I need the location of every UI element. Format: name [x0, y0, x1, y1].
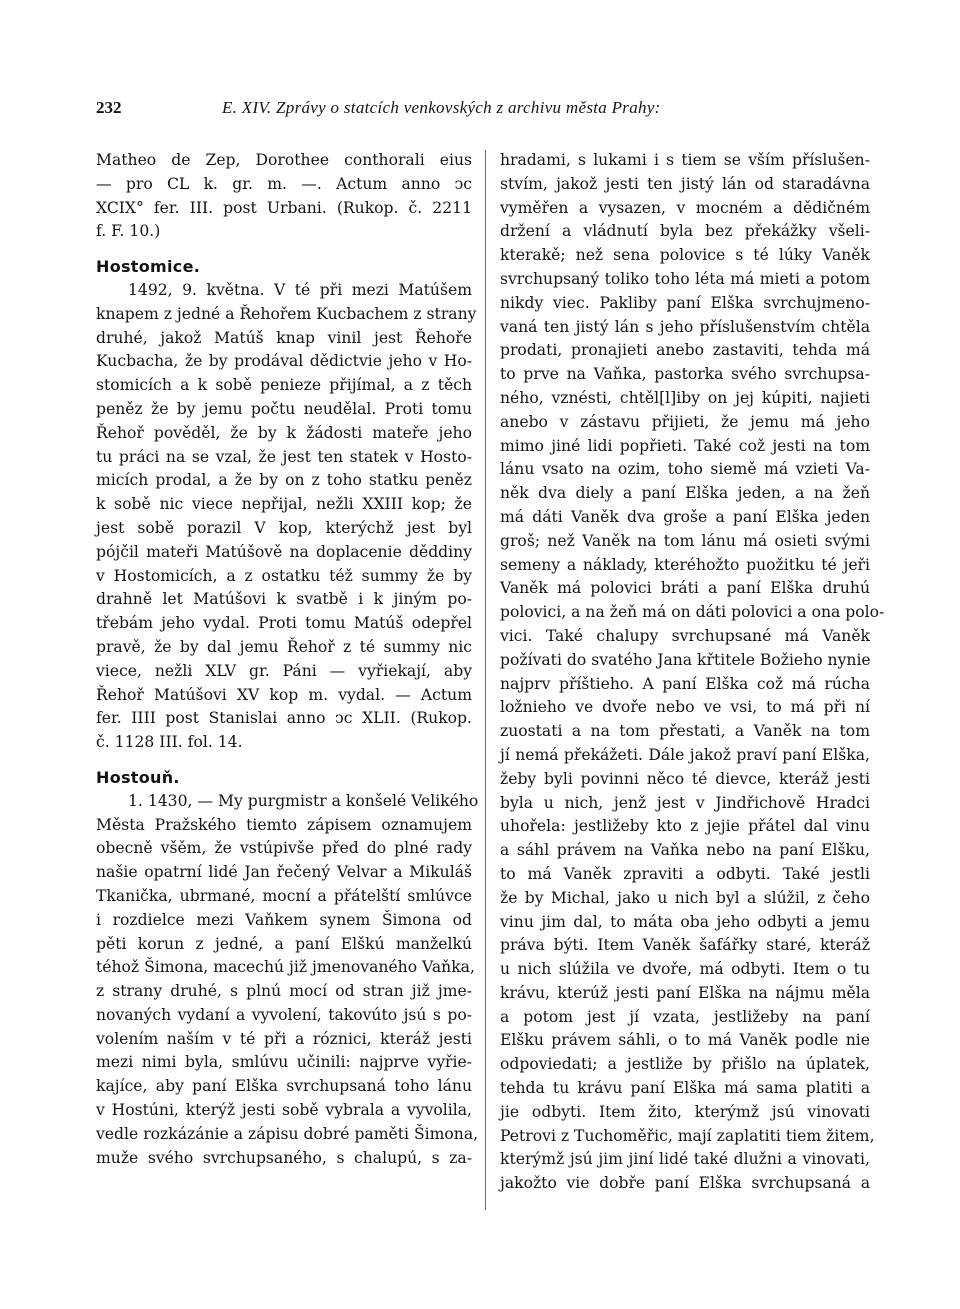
text-line: odpoviedati; a jestliže by přišlo na úplatek, [500, 1055, 870, 1074]
text-line: viece, nežli XLV gr. Páni — vyřiekají, aby [96, 661, 472, 680]
text-line: krávu, kterúž jesti paní Elška na nájmu měla [500, 983, 870, 1002]
text-line: Vaněk má polovici bráti a paní Elška druhú [500, 579, 870, 598]
page-number: 232 [96, 98, 122, 117]
text-line: drahně let Matúšovi k svatbě i k jiným po- [96, 590, 472, 609]
text-line: nikdy viec. Pakliby paní Elška svrchujmeno- [500, 293, 870, 312]
text-line: volením naším v té při a róznici, kteráž jesti [96, 1029, 472, 1048]
text-line: kajíce, aby paní Elška svrchupsaná toho lánu [96, 1077, 472, 1096]
column-divider [485, 150, 486, 1210]
text-line: vici. Také chalupy svrchupsané má Vaněk [500, 626, 870, 645]
text-line: to má Vaněk zpraviti a odbyti. Také jestli [500, 864, 870, 883]
text-line: tu práci na se vzal, že jest ten statek v Hosto- [96, 447, 472, 466]
text-line: prodati, pronajieti anebo zastaviti, tehda má [500, 341, 870, 360]
text-line: č. 1128 III. fol. 14. [96, 733, 243, 752]
text-line: jie odbyti. Item žito, kterýmž jsú vinovati [500, 1102, 870, 1121]
text-line: jest sobě porazil V kop, kterýchž jest byl [96, 518, 472, 537]
text-line: Elšku právem sáhli, o to má Vaněk podle nie [500, 1031, 870, 1050]
text-line: Matheo de Zep, Dorothee conthorali eius [96, 151, 472, 169]
text-line: novaných vydaní a vyvolení, takovúto jsú s po- [96, 1005, 472, 1024]
text-line: to prve na Vaňka, pastorka svého svrchupsa- [500, 365, 870, 384]
text-line: jakožto vie dobře paní Elška svrchupsaná a [500, 1174, 870, 1193]
text-line: našie opatrní lidé Jan řečený Velvar a Mikuláš [96, 863, 472, 882]
text-line: fer. IIII post Stanislai anno ͻc XLII. (Rukop. [96, 709, 472, 728]
text-line: z strany druhé, s plnú mocí od stran již jme- [96, 982, 472, 1001]
text-line: druhé, jakož Matúš knap vinil jest Řehoře [96, 328, 472, 347]
text-line: kterýmž jsú jim jiní lidé také dlužni a vinovati, [500, 1150, 870, 1169]
text-line: polovici, a na žeň má on dáti polovici a ona polo- [500, 603, 885, 622]
text-line: k sobě nic viece nepřijal, nežli XXIII kop; že [96, 495, 472, 514]
text-line: něk dva diely a paní Elška jeden, a na žeň [500, 484, 870, 503]
right-column [500, 149, 885, 1196]
section-heading: Hostouň. [96, 767, 180, 787]
text-line: držení a vládnutí byla bez překážky všeli- [500, 222, 870, 241]
text-line: stomicích a k sobě penieze přijímal, a z těch [96, 376, 472, 395]
text-line: vaná ten jistý lán s jeho příslušenstvím chtěla [500, 317, 870, 336]
left-column [96, 149, 479, 1170]
text-line: jí nemá překážeti. Dále jakož praví paní Elška, [500, 745, 870, 764]
text-line: byla u nich, jenž jest v Jindřichově Hradci [500, 793, 870, 812]
running-title: E. XIV. Zprávy o statcích venkovských z archivu města Prahy: [222, 98, 661, 117]
text-line: Kucbacha, že by prodával dědictvie jeho v Ho- [96, 352, 472, 371]
text-line: požívati do svatého Jana křtitele Božieho nynie [500, 650, 871, 669]
text-line: téhož Šimona, macechú již jmenovaného Vaňka, [96, 958, 475, 977]
text-line: třebám jeho vydal. Proti tomu Matúš odepřel [96, 614, 472, 633]
text-line: XCIX° fer. III. post Urbani. (Rukop. č. 2211 [96, 198, 472, 217]
text-line: anebo v zástavu přijieti, že jemu má jeho [500, 412, 870, 431]
text-line: vedle rozkázánie a zápisu dobré paměti Šimona, [96, 1124, 479, 1143]
text-line: ložnieho ve dvoře nebo ve vsi, to má při ní [500, 698, 870, 717]
text-line: zuostati a na tom přestati, a Vaněk na tom [500, 722, 870, 741]
text-line: pójčil mateři Matúšově na doplacenie děddiny [96, 542, 472, 561]
section-heading: Hostomice. [96, 257, 201, 277]
text-line: vyměřen a vysazen, v mocném a dědičném [500, 198, 870, 217]
text-line: má dáti Vaněk dva groše a paní Elška jeden [500, 507, 870, 526]
text-line: tehda tu krávu paní Elška má sama platiti a [500, 1079, 870, 1098]
text-line: muže svého svrchupsaného, s chalupú, s za- [96, 1148, 472, 1167]
text-line: Města Pražského tiemto zápisem oznamujem [96, 815, 472, 834]
text-line: Petrovi z Tuchoměřic, mají zaplatiti tiem žitem, [500, 1126, 875, 1145]
text-line: hradami, s lukami i s tiem se vším příslušen- [500, 151, 870, 169]
page-header [96, 98, 876, 124]
text-line: svrchupsaný toliko toho léta má mieti a potom [500, 269, 870, 288]
text-line: práva býti. Item Vaněk šafářky staré, kteráž [500, 936, 870, 955]
text-line: peněz že by jemu počtu neudělal. Proti tomu [96, 399, 472, 418]
text-line: pravě, že by dal jemu Řehoř z té summy nic [96, 637, 472, 656]
text-line: že by Michal, jako u nich byl a slúžil, z čeho [500, 888, 870, 907]
text-line: micích prodal, a že by on z toho statku peněz [96, 471, 472, 490]
text-line: 1492, 9. května. V té při mezi Matúšem [128, 280, 472, 299]
text-line: kterakě; než sena polovice s té lúky Vaněk [500, 246, 870, 265]
text-line: a sáhl právem na Vaňka nebo na paní Elšku, [500, 841, 870, 860]
text-line: 1. 1430, — My purgmistr a konšelé Velikého [128, 791, 479, 810]
text-line: v Hostúni, kterýž jesti sobě vybrala a vyvolila, [96, 1101, 472, 1120]
text-line: obecně všěm, že vstúpivše před do plné rady [96, 839, 472, 858]
text-line: vinu jim dal, to máta oba jeho odbyti a jemu [500, 912, 870, 931]
text-line: ného, vznésti, chtěl[l]iby on jej kúpiti, najieti [500, 388, 870, 407]
text-line: a potom jest jí vzata, jestližeby na paní [500, 1007, 870, 1026]
text-line: Řehoř pověděl, že by k žádosti mateře jeho [96, 423, 472, 442]
text-line: f. F. 10.) [96, 222, 161, 241]
text-line: lánu vsato na ozim, toho siemě má vzieti Va- [500, 460, 870, 479]
text-line: mimo jiné lidi popřieti. Také což jesti na tom [500, 436, 870, 455]
text-line: knapem z jedné a Řehořem Kucbachem z strany [96, 304, 477, 323]
text-line: žeby byli povinni něco té dievce, kteráž jesti [500, 769, 870, 788]
text-line: Tkanička, ubrmané, mocní a přátelští smlúvce [96, 886, 472, 905]
text-line: i rozdielce mezi Vaňkem synem Šimona od [96, 910, 472, 929]
text-line: v Hostomicích, a z ostatku též summy že by [96, 566, 472, 585]
text-line: u nich slúžila ve dvoře, má odbyti. Item o tu [500, 960, 870, 979]
text-line: semeny a náklady, kteréhožto puožitku té jeři [500, 555, 870, 574]
text-line: groš; než Vaněk na tom lánu má osieti svými [500, 531, 870, 550]
text-line: pěti korun z jedné, a paní Elškú manželkú [96, 934, 472, 953]
text-line: uhořela: jestližeby kto z jejie přátel dal vinu [500, 817, 870, 836]
text-line: najprv příštieho. A paní Elška což má rúcha [500, 674, 870, 693]
text-line: mezi nimi byla, smlúvu učinili: najprve vyřie- [96, 1053, 472, 1072]
text-line: — pro CL k. gr. m. —. Actum anno ͻc [96, 174, 472, 193]
text-line: stvím, jakož jesti ten jistý lán od staradávna [500, 174, 870, 193]
text-line: Řehoř Matúšovi XV kop m. vydal. — Actum [96, 685, 472, 704]
